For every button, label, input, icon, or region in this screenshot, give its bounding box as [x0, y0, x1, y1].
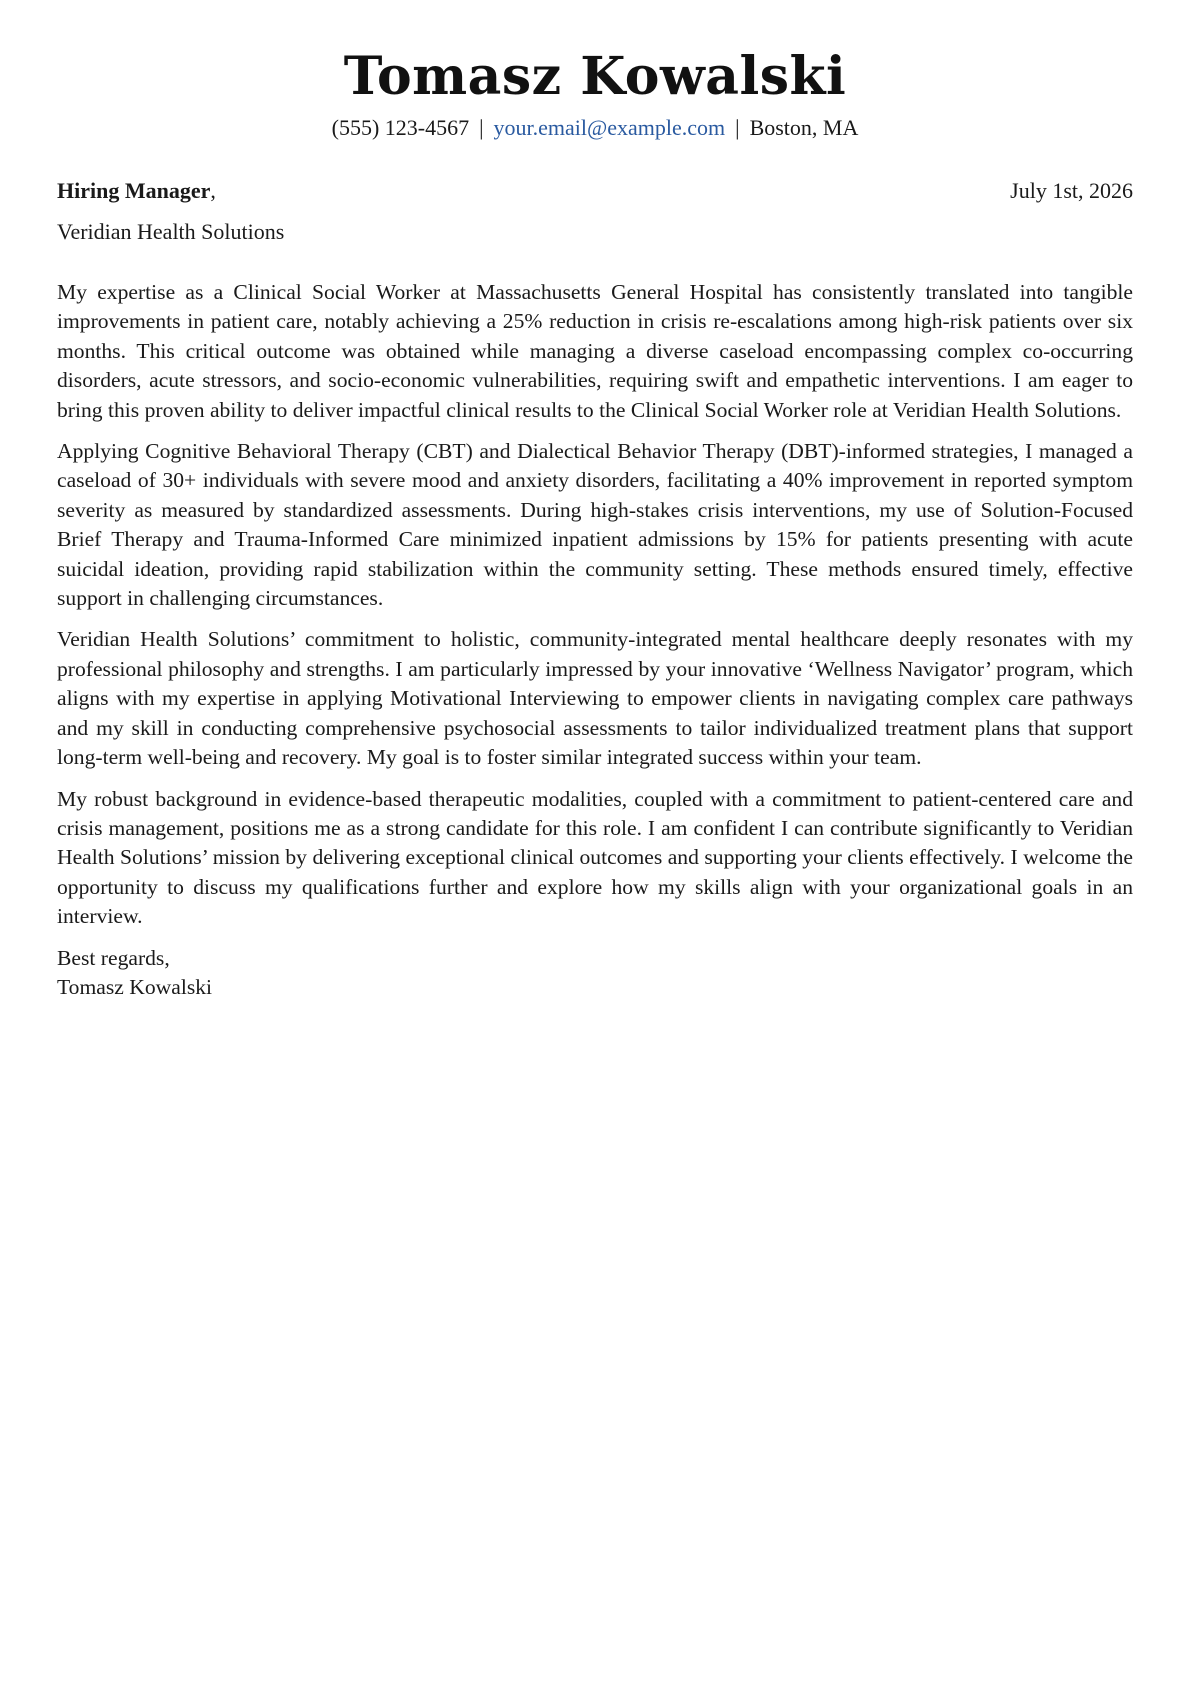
- contact-line: [57, 113, 1133, 143]
- body-paragraph: My expertise as a Clinical Social Worker at Massachusetts General Hospital has consistently translated into tangible improvements in patient care, notably achieving a 25% reduction in crisis re-escalations among high-risk patients over six months. This critical outcome was obtained while managing a diverse caseload encompassing complex co-occurring disorders, acute stressors, and socio-economic vulnerabilities, requiring swift and empathetic interventions. I am eager to bring this proven ability to deliver impactful clinical results to the Clinical Social Worker role at Veridian Health Solutions.: [57, 280, 1133, 422]
- salutation-row: [57, 176, 1133, 206]
- recipient-line: [57, 176, 216, 206]
- recipient-title: Hiring Manager: [57, 178, 211, 203]
- contact-separator: |: [735, 115, 740, 140]
- body-paragraph: My robust background in evidence-based therapeutic modalities, coupled with a commitment to patient-centered care and crisis management, positions me as a strong candidate for this role. I am confident I can contribute significantly to Veridian Health Solutions’ mission by delivering exceptional clinical outcomes and supporting your clients effectively. I welcome the opportunity to discuss my qualifications further and explore how my skills align with your organizational goals in an interview.: [57, 786, 1133, 929]
- phone-number: (555) 123-4567: [331, 115, 470, 140]
- recipient-comma: ,: [210, 178, 216, 203]
- email-link[interactable]: your.email@example.com: [493, 115, 726, 140]
- signature: Tomasz Kowalski: [57, 974, 213, 999]
- contact-separator: |: [479, 115, 484, 140]
- sign-off: Best regards,: [57, 945, 170, 970]
- body-paragraph: Applying Cognitive Behavioral Therapy (CBT) and Dialectical Behavior Therapy (DBT)-informed strategies, I managed a caseload of 30+ individuals with severe mood and anxiety disorders, facilitating a 40% improvement in reported symptom severity as measured by standardized assessments. During high-stakes crisis interventions, my use of Solution-Focused Brief Therapy and Trauma-Informed Care minimized inpatient admissions by 15% for patients presenting with acute suicidal ideation, providing rapid stabilization within the community setting. These methods ensured timely, effective support in challenging circumstances.: [57, 439, 1133, 611]
- body-paragraph: Veridian Health Solutions’ commitment to holistic, community-integrated mental healthcare deeply resonates with my professional philosophy and strengths. I am particularly impressed by your innovative ‘Wellness Navigator’ program, which aligns with my expertise in applying Motivational Interviewing to empower clients in navigating complex care pathways and my skill in conducting comprehensive psychosocial assessments to tailor individualized treatment plans that support long-term well-being and recovery. My goal is to foster similar integrated success within your team.: [57, 627, 1133, 770]
- closing-block: [57, 944, 1133, 1002]
- recipient-company: Veridian Health Solutions: [57, 219, 285, 244]
- letter-date: July 1st, 2026: [1010, 178, 1133, 203]
- letter-body: [57, 278, 1133, 1002]
- location: Boston, MA: [749, 115, 859, 140]
- applicant-name: Tomasz Kowalski: [343, 46, 847, 107]
